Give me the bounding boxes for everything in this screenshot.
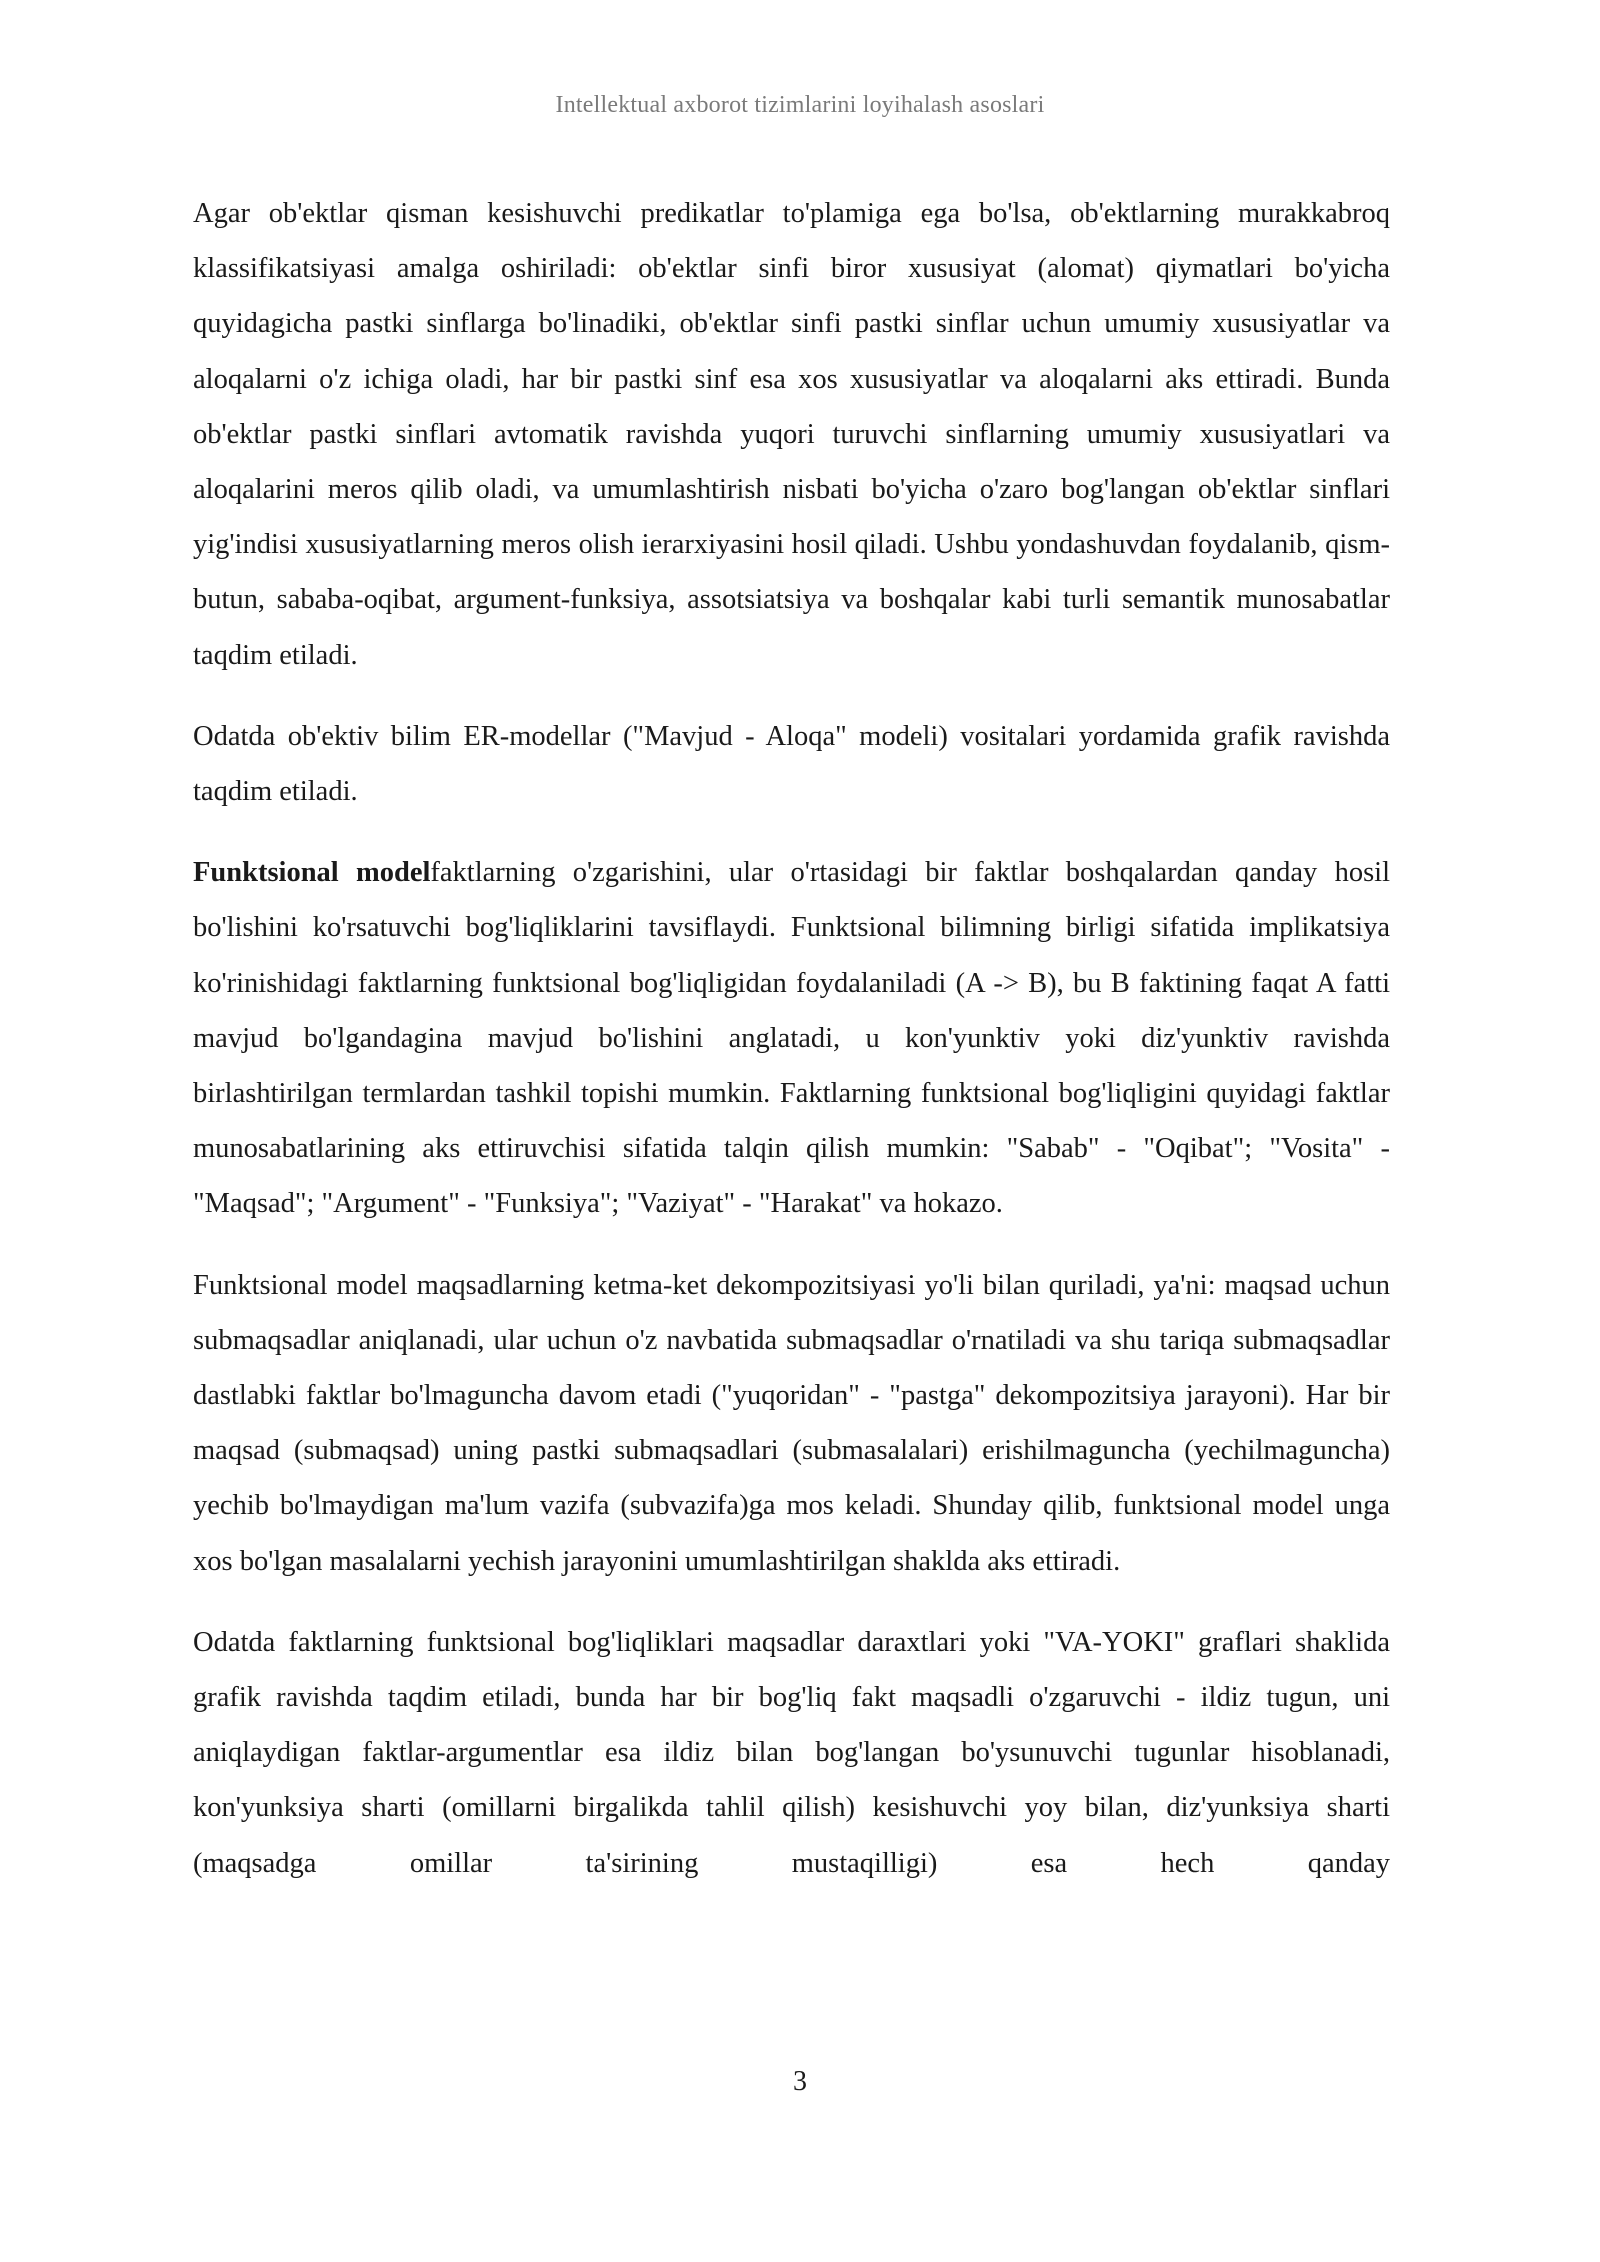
document-body xyxy=(193,186,1390,1891)
paragraph: Funktsional model maqsadlarning ketma-ket dekompozitsiyasi yo'li bilan quriladi, ya'ni: maqsad uchun submaqsadlar aniqlanadi, ular uchun o'z navbatida submaqsadlar o'rnatiladi va shu tariqa submaqsadlar dastlabki faktlar bo'lmaguncha davom etadi ("yuqoridan" - "pastga" dekompozitsiya jarayoni). Har bir maqsad (submaqsad) uning pastki submaqsadlari (submasalalari) erishilmaguncha (yechilmaguncha) yechib bo'lmaydigan ma'lum vazifa (subvazifa)ga mos keladi. Shunday qilib, funktsional model unga xos bo'lgan masalalarni yechish jarayonini umumlashtirilgan shaklda aks ettiradi. xyxy=(193,1269,1390,1577)
paragraph-text: faktlarning o'zgarishini, ular o'rtasidagi bir faktlar boshqalardan qanday hosil bo'lishini ko'rsatuvchi bog'liqliklarini tavsiflaydi. Funktsional bilimning birligi sifatida implikatsiya ko'rinishidagi faktlarning funktsional bog'liqligidan foydalaniladi (A -> B), bu B faktining faqat A fatti mavjud bo'lgandagina mavjud bo'lishini anglatadi, u kon'yunktiv yoki diz'yunktiv ravishda birlashtirilgan termlardan tashkil topishi mumkin. Faktlarning funktsional bog'liqligini quyidagi faktlar munosabatlarining aks ettiruvchisi sifatida talqin qilish mumkin: "Sabab" - "Oqibat"; "Vosita" - "Maqsad"; "Argument" - "Funksiya"; "Vaziyat" - "Harakat" va hokazo. xyxy=(193,857,1390,1220)
paragraph xyxy=(193,845,1390,1231)
bold-term: Funktsional model xyxy=(193,857,431,889)
paragraph: Odatda faktlarning funktsional bog'liqliklari maqsadlar daraxtlari yoki "VA-YOKI" graflari shaklida grafik ravishda taqdim etiladi, bunda har bir bog'liq fakt maqsadli o'zgaruvchi - ildiz tugun, uni aniqlaydigan faktlar-argumentlar esa ildiz bilan bog'langan bo'ysunuvchi tugunlar hisoblanadi, kon'yunksiya sharti (omillarni birgalikda tahlil qilish) kesishuvchi yoy bilan, diz'yunksiya sharti (maqsadga omillar ta'sirining mustaqilligi) esa hech qanday xyxy=(193,1626,1390,1879)
paragraph: Odatda ob'ektiv bilim ER-modellar ("Mavjud - Aloqa" modeli) vositalari yordamida grafik ravishda taqdim etiladi. xyxy=(193,720,1390,808)
page-header: Intellektual axborot tizimlarini loyihalash asoslari xyxy=(555,92,1045,118)
paragraph: Agar ob'ektlar qisman kesishuvchi predikatlar to'plamiga ega bo'lsa, ob'ektlarning murakkabroq klassifikatsiyasi amalga oshiriladi: ob'ektlar sinfi biror xususiyat (alomat) qiymatlari bo'yicha quyidagicha pastki sinflarga bo'linadiki, ob'ektlar sinfi pastki sinflar uchun umumiy xususiyatlar va aloqalarni o'z ichiga oladi, har bir pastki sinf esa xos xususiyatlar va aloqalarni aks ettiradi. Bunda ob'ektlar pastki sinflari avtomatik ravishda yuqori turuvchi sinflarning umumiy xususiyatlari va aloqalarini meros qilib oladi, va umumlashtirish nisbati bo'yicha o'zaro bog'langan ob'ektlar sinflari yig'indisi xususiyatlarning meros olish ierarxiyasini hosil qiladi. Ushbu yondashuvdan foydalanib, qism-butun, sababa-oqibat, argument-funksiya, assotsiatsiya va boshqalar kabi turli semantik munosabatlar taqdim etiladi. xyxy=(193,198,1390,671)
page-number: 3 xyxy=(793,2066,807,2097)
